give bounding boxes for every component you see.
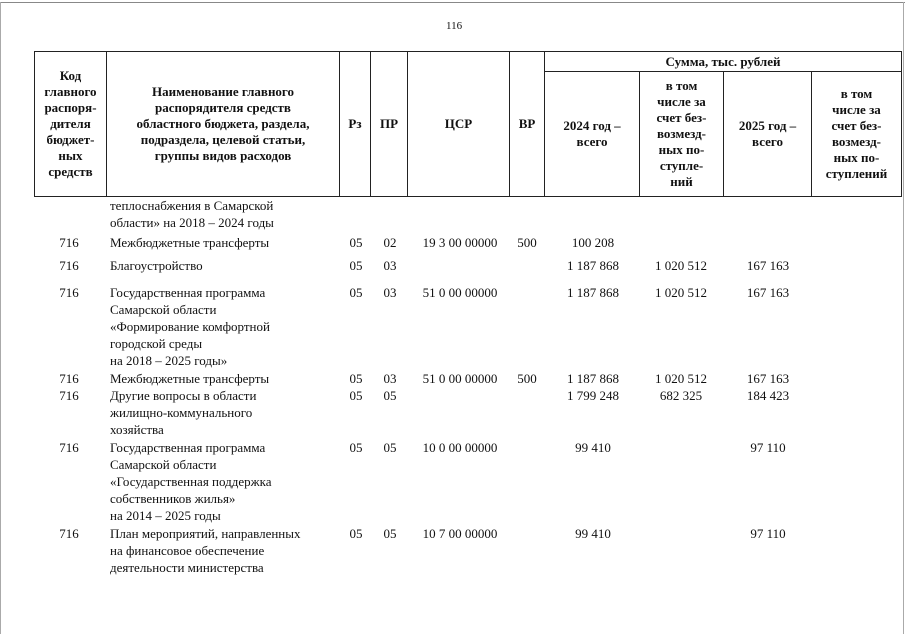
page-border-right bbox=[903, 2, 904, 634]
cell-rz: 05 bbox=[349, 285, 363, 300]
header-sum-group: Сумма, тыс. рублей bbox=[665, 53, 781, 69]
cell-2025-total: 97 110 bbox=[750, 440, 786, 455]
header-vr: ВР bbox=[518, 116, 536, 131]
cell-2025-total: 167 163 bbox=[746, 371, 790, 386]
cell-2024-grants: 1 020 512 bbox=[655, 371, 707, 386]
cell-2024-total: 1 799 248 bbox=[567, 388, 619, 403]
cell-2024-total: 1 187 868 bbox=[567, 258, 619, 273]
cell-name: Государственная программа Самарской области «Формирование комфортной городской среды на 2018 – 2025 годы» bbox=[110, 285, 270, 368]
header-border-right bbox=[901, 51, 902, 197]
cell-pr: 05 bbox=[383, 440, 397, 455]
cell-2025-total: 184 423 bbox=[746, 388, 790, 403]
cell-vr: 500 bbox=[517, 235, 537, 250]
cell-2024-grants: 1 020 512 bbox=[655, 285, 707, 300]
cell-code: 716 bbox=[59, 526, 79, 541]
cell-code: 716 bbox=[59, 371, 79, 386]
cell-vr: 500 bbox=[517, 371, 537, 386]
cell-2025-total: 167 163 bbox=[746, 285, 790, 300]
header-name: Наименование главного распорядителя средств областного бюджета, раздела, подраздела, целевой статьи, группы видов расходов bbox=[136, 84, 310, 163]
cell-csr: 51 0 00 00000 bbox=[422, 285, 498, 300]
cell-csr: 19 3 00 00000 bbox=[422, 235, 498, 250]
cell-code: 716 bbox=[59, 388, 79, 403]
cell-rz: 05 bbox=[349, 258, 363, 273]
cell-pr: 02 bbox=[383, 235, 397, 250]
header-csr: ЦСР bbox=[444, 116, 473, 131]
cell-2024-total: 1 187 868 bbox=[567, 371, 619, 386]
cell-rz: 05 bbox=[349, 235, 363, 250]
cell-2025-total: 97 110 bbox=[750, 526, 786, 541]
cell-name: Межбюджетные трансферты bbox=[110, 235, 270, 250]
cell-2024-total: 99 410 bbox=[575, 526, 611, 541]
cell-csr: 51 0 00 00000 bbox=[422, 371, 498, 386]
cell-name: Другие вопросы в области жилищно-коммунального хозяйства bbox=[110, 388, 257, 437]
cell-2024-grants: 682 325 bbox=[659, 388, 703, 403]
cell-2024-total: 99 410 bbox=[575, 440, 611, 455]
header-2024-total: 2024 год – всего bbox=[563, 118, 621, 149]
cell-csr: 10 0 00 00000 bbox=[422, 440, 498, 455]
header-2025-total: 2025 год – всего bbox=[738, 118, 797, 149]
cell-2024-total: 100 208 bbox=[571, 235, 615, 250]
cell-code: 716 bbox=[59, 235, 79, 250]
cell-code: 716 bbox=[59, 258, 79, 273]
cell-rz: 05 bbox=[349, 371, 363, 386]
cell-2024-grants: 1 020 512 bbox=[655, 258, 707, 273]
cell-name: Государственная программа Самарской области «Государственная поддержка собственников жилья» на 2014 – 2025 годы bbox=[110, 440, 272, 523]
page-border-top bbox=[0, 2, 905, 3]
cell-code: 716 bbox=[59, 285, 79, 300]
cell-code: 716 bbox=[59, 440, 79, 455]
cell-pr: 03 bbox=[383, 258, 397, 273]
page-number: 116 bbox=[446, 20, 463, 32]
table-header bbox=[34, 51, 902, 197]
page-border-left bbox=[0, 2, 1, 634]
header-pr: ПР bbox=[379, 116, 399, 131]
cell-rz: 05 bbox=[349, 526, 363, 541]
cell-rz: 05 bbox=[349, 388, 363, 403]
cell-name: теплоснабжения в Самарской области» на 2018 – 2024 годы bbox=[110, 198, 274, 230]
cell-pr: 03 bbox=[383, 371, 397, 386]
cell-name: Благоустройство bbox=[110, 258, 203, 273]
header-code: Код главного распоря- дителя бюджет- ных средств bbox=[44, 68, 97, 179]
cell-2024-total: 1 187 868 bbox=[567, 285, 619, 300]
cell-2025-total: 167 163 bbox=[746, 258, 790, 273]
header-rz: Рз bbox=[348, 116, 362, 131]
header-2025-grants: в том числе за счет без- возмезд- ных по- ступлений bbox=[825, 86, 888, 181]
cell-name: План мероприятий, направленных на финансовое обеспечение деятельности министерства bbox=[110, 526, 301, 575]
cell-csr: 10 7 00 00000 bbox=[422, 526, 498, 541]
header-2024-grants: в том числе за счет без- возмезд- ных по- ступле- ний bbox=[656, 78, 707, 189]
cell-name: Межбюджетные трансферты bbox=[110, 371, 270, 386]
cell-rz: 05 bbox=[349, 440, 363, 455]
cell-pr: 05 bbox=[383, 388, 397, 403]
cell-pr: 05 bbox=[383, 526, 397, 541]
cell-pr: 03 bbox=[383, 285, 397, 300]
